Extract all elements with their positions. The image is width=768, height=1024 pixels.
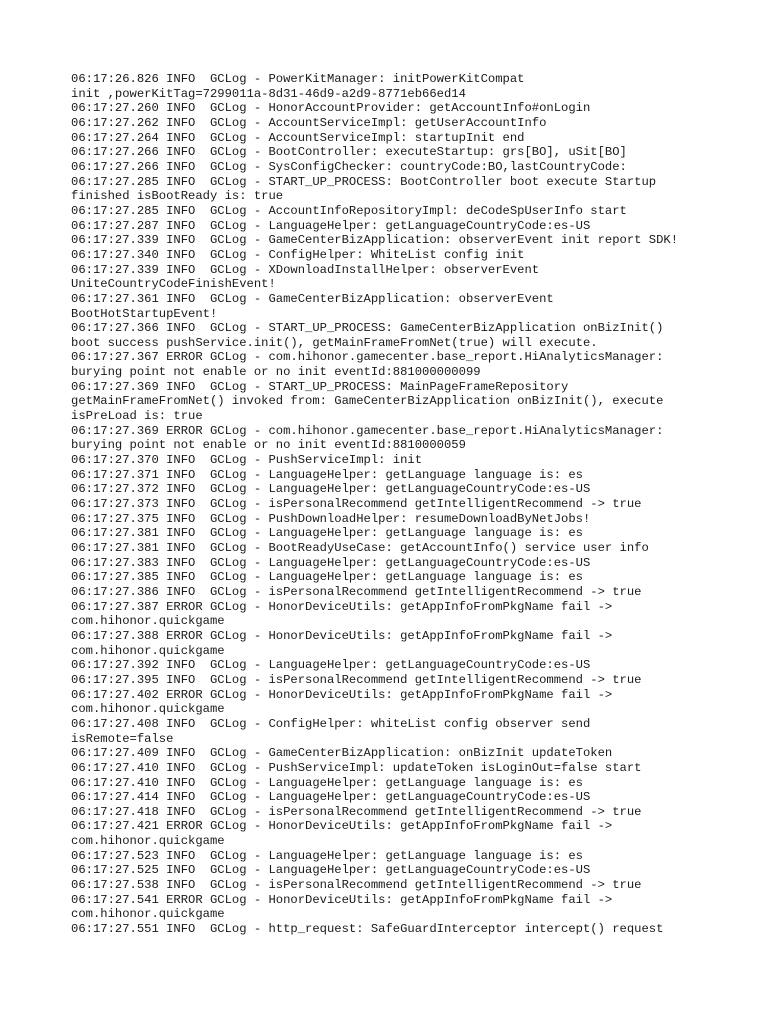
log-line: 06:17:27.266 INFO GCLog - SysConfigChecker: countryCode:BO,lastCountryCode: (71, 159, 627, 174)
log-line: 06:17:27.409 INFO GCLog - GameCenterBizApplication: onBizInit updateToken (71, 746, 613, 761)
log-line: 06:17:26.826 INFO GCLog - PowerKitManager: initPowerKitCompat (71, 72, 525, 86)
log-line: 06:17:27.369 INFO GCLog - START_UP_PROCESS: MainPageFrameRepository (71, 379, 569, 394)
log-line: 06:17:27.287 INFO GCLog - LanguageHelper: getLanguageCountryCode:es-US (71, 218, 591, 233)
log-line: init ,powerKitTag=7299011a-8d31-46d9-a2d9-8771eb66ed14 (71, 86, 466, 101)
log-line: 06:17:27.372 INFO GCLog - LanguageHelper: getLanguageCountryCode:es-US (71, 482, 591, 497)
log-line: isPreLoad is: true (71, 409, 203, 424)
log-text-block (71, 72, 731, 937)
log-line: boot success pushService.init(), getMainFrameFromNet(true) will execute. (71, 335, 598, 350)
log-line: 06:17:27.523 INFO GCLog - LanguageHelper: getLanguage language is: es (71, 848, 583, 863)
log-line: burying point not enable or no init eventId:881000000099 (71, 365, 481, 380)
log-line: 06:17:27.551 INFO GCLog - http_request: SafeGuardInterceptor intercept() request (71, 922, 664, 937)
log-line: 06:17:27.339 INFO GCLog - XDownloadInstallHelper: observerEvent (71, 262, 540, 277)
log-line: 06:17:27.373 INFO GCLog - isPersonalRecommend getIntelligentRecommend -> true (71, 497, 642, 512)
log-line: 06:17:27.387 ERROR GCLog - HonorDeviceUtils: getAppInfoFromPkgName fail -> (71, 599, 613, 614)
log-line: 06:17:27.525 INFO GCLog - LanguageHelper: getLanguageCountryCode:es-US (71, 863, 591, 878)
log-line: 06:17:27.381 INFO GCLog - BootReadyUseCase: getAccountInfo() service user info (71, 541, 649, 555)
log-line: com.hihonor.quickgame (71, 834, 225, 849)
log-line: 06:17:27.421 ERROR GCLog - HonorDeviceUtils: getAppInfoFromPkgName fail -> (71, 819, 613, 834)
log-line: isRemote=false (71, 731, 174, 746)
log-line: 06:17:27.385 INFO GCLog - LanguageHelper: getLanguage language is: es (71, 570, 583, 585)
log-page (71, 72, 731, 937)
log-line: 06:17:27.402 ERROR GCLog - HonorDeviceUtils: getAppInfoFromPkgName fail -> (71, 687, 613, 702)
log-line: UniteCountryCodeFinishEvent! (71, 277, 276, 292)
log-line: 06:17:27.264 INFO GCLog - AccountServiceImpl: startupInit end (71, 130, 525, 145)
log-line: 06:17:27.367 ERROR GCLog - com.hihonor.gamecenter.base_report.HiAnalyticsManager: (71, 350, 664, 365)
log-line: com.hihonor.quickgame (71, 702, 225, 717)
log-line: finished isBootReady is: true (71, 189, 284, 204)
log-line: 06:17:27.285 INFO GCLog - START_UP_PROCESS: BootController boot execute Startup (71, 174, 657, 189)
log-line: 06:17:27.371 INFO GCLog - LanguageHelper: getLanguage language is: es (71, 467, 583, 482)
log-line: 06:17:27.418 INFO GCLog - isPersonalRecommend getIntelligentRecommend -> true (71, 804, 642, 819)
log-line: getMainFrameFromNet() invoked from: GameCenterBizApplication onBizInit(), execute (71, 394, 664, 409)
log-line: 06:17:27.361 INFO GCLog - GameCenterBizApplication: observerEvent (71, 291, 554, 306)
log-line: 06:17:27.395 INFO GCLog - isPersonalRecommend getIntelligentRecommend -> true (71, 672, 642, 687)
log-line: com.hihonor.quickgame (71, 907, 225, 922)
log-line: 06:17:27.339 INFO GCLog - GameCenterBizApplication: observerEvent init report SDK! (71, 233, 679, 248)
log-line: 06:17:27.285 INFO GCLog - AccountInfoRepositoryImpl: deCodeSpUserInfo start (71, 203, 627, 218)
log-line: 06:17:27.366 INFO GCLog - START_UP_PROCESS: GameCenterBizApplication onBizInit() (71, 321, 664, 336)
log-line: 06:17:27.266 INFO GCLog - BootController: executeStartup: grs[BO], uSit[BO] (71, 145, 627, 160)
log-line: 06:17:27.410 INFO GCLog - LanguageHelper: getLanguage language is: es (71, 775, 583, 790)
log-line: 06:17:27.262 INFO GCLog - AccountServiceImpl: getUserAccountInfo (71, 115, 547, 130)
log-line: 06:17:27.541 ERROR GCLog - HonorDeviceUtils: getAppInfoFromPkgName fail -> (71, 892, 613, 907)
log-line: BootHotStartupEvent! (71, 306, 218, 321)
log-line: com.hihonor.quickgame (71, 643, 225, 658)
log-line: 06:17:27.370 INFO GCLog - PushServiceImpl: init (71, 453, 423, 468)
log-line: burying point not enable or no init eventId:8810000059 (71, 438, 466, 453)
log-line: 06:17:27.538 INFO GCLog - isPersonalRecommend getIntelligentRecommend -> true (71, 878, 642, 893)
log-line: 06:17:27.340 INFO GCLog - ConfigHelper: WhiteList config init (71, 247, 525, 262)
log-line: 06:17:27.381 INFO GCLog - LanguageHelper: getLanguage language is: es (71, 526, 583, 541)
log-line: 06:17:27.414 INFO GCLog - LanguageHelper: getLanguageCountryCode:es-US (71, 790, 591, 805)
log-line: com.hihonor.quickgame (71, 614, 225, 629)
log-line: 06:17:27.260 INFO GCLog - HonorAccountProvider: getAccountInfo#onLogin (71, 101, 591, 116)
log-line: 06:17:27.410 INFO GCLog - PushServiceImpl: updateToken isLoginOut=false start (71, 760, 642, 775)
log-line: 06:17:27.383 INFO GCLog - LanguageHelper: getLanguageCountryCode:es-US (71, 555, 591, 570)
log-line: 06:17:27.375 INFO GCLog - PushDownloadHelper: resumeDownloadByNetJobs! (71, 511, 591, 526)
log-line: 06:17:27.388 ERROR GCLog - HonorDeviceUtils: getAppInfoFromPkgName fail -> (71, 628, 613, 643)
log-line: 06:17:27.408 INFO GCLog - ConfigHelper: whiteList config observer send (71, 716, 591, 731)
log-line: 06:17:27.386 INFO GCLog - isPersonalRecommend getIntelligentRecommend -> true (71, 584, 642, 599)
log-line: 06:17:27.369 ERROR GCLog - com.hihonor.gamecenter.base_report.HiAnalyticsManager: (71, 423, 664, 438)
log-line: 06:17:27.392 INFO GCLog - LanguageHelper: getLanguageCountryCode:es-US (71, 658, 591, 673)
